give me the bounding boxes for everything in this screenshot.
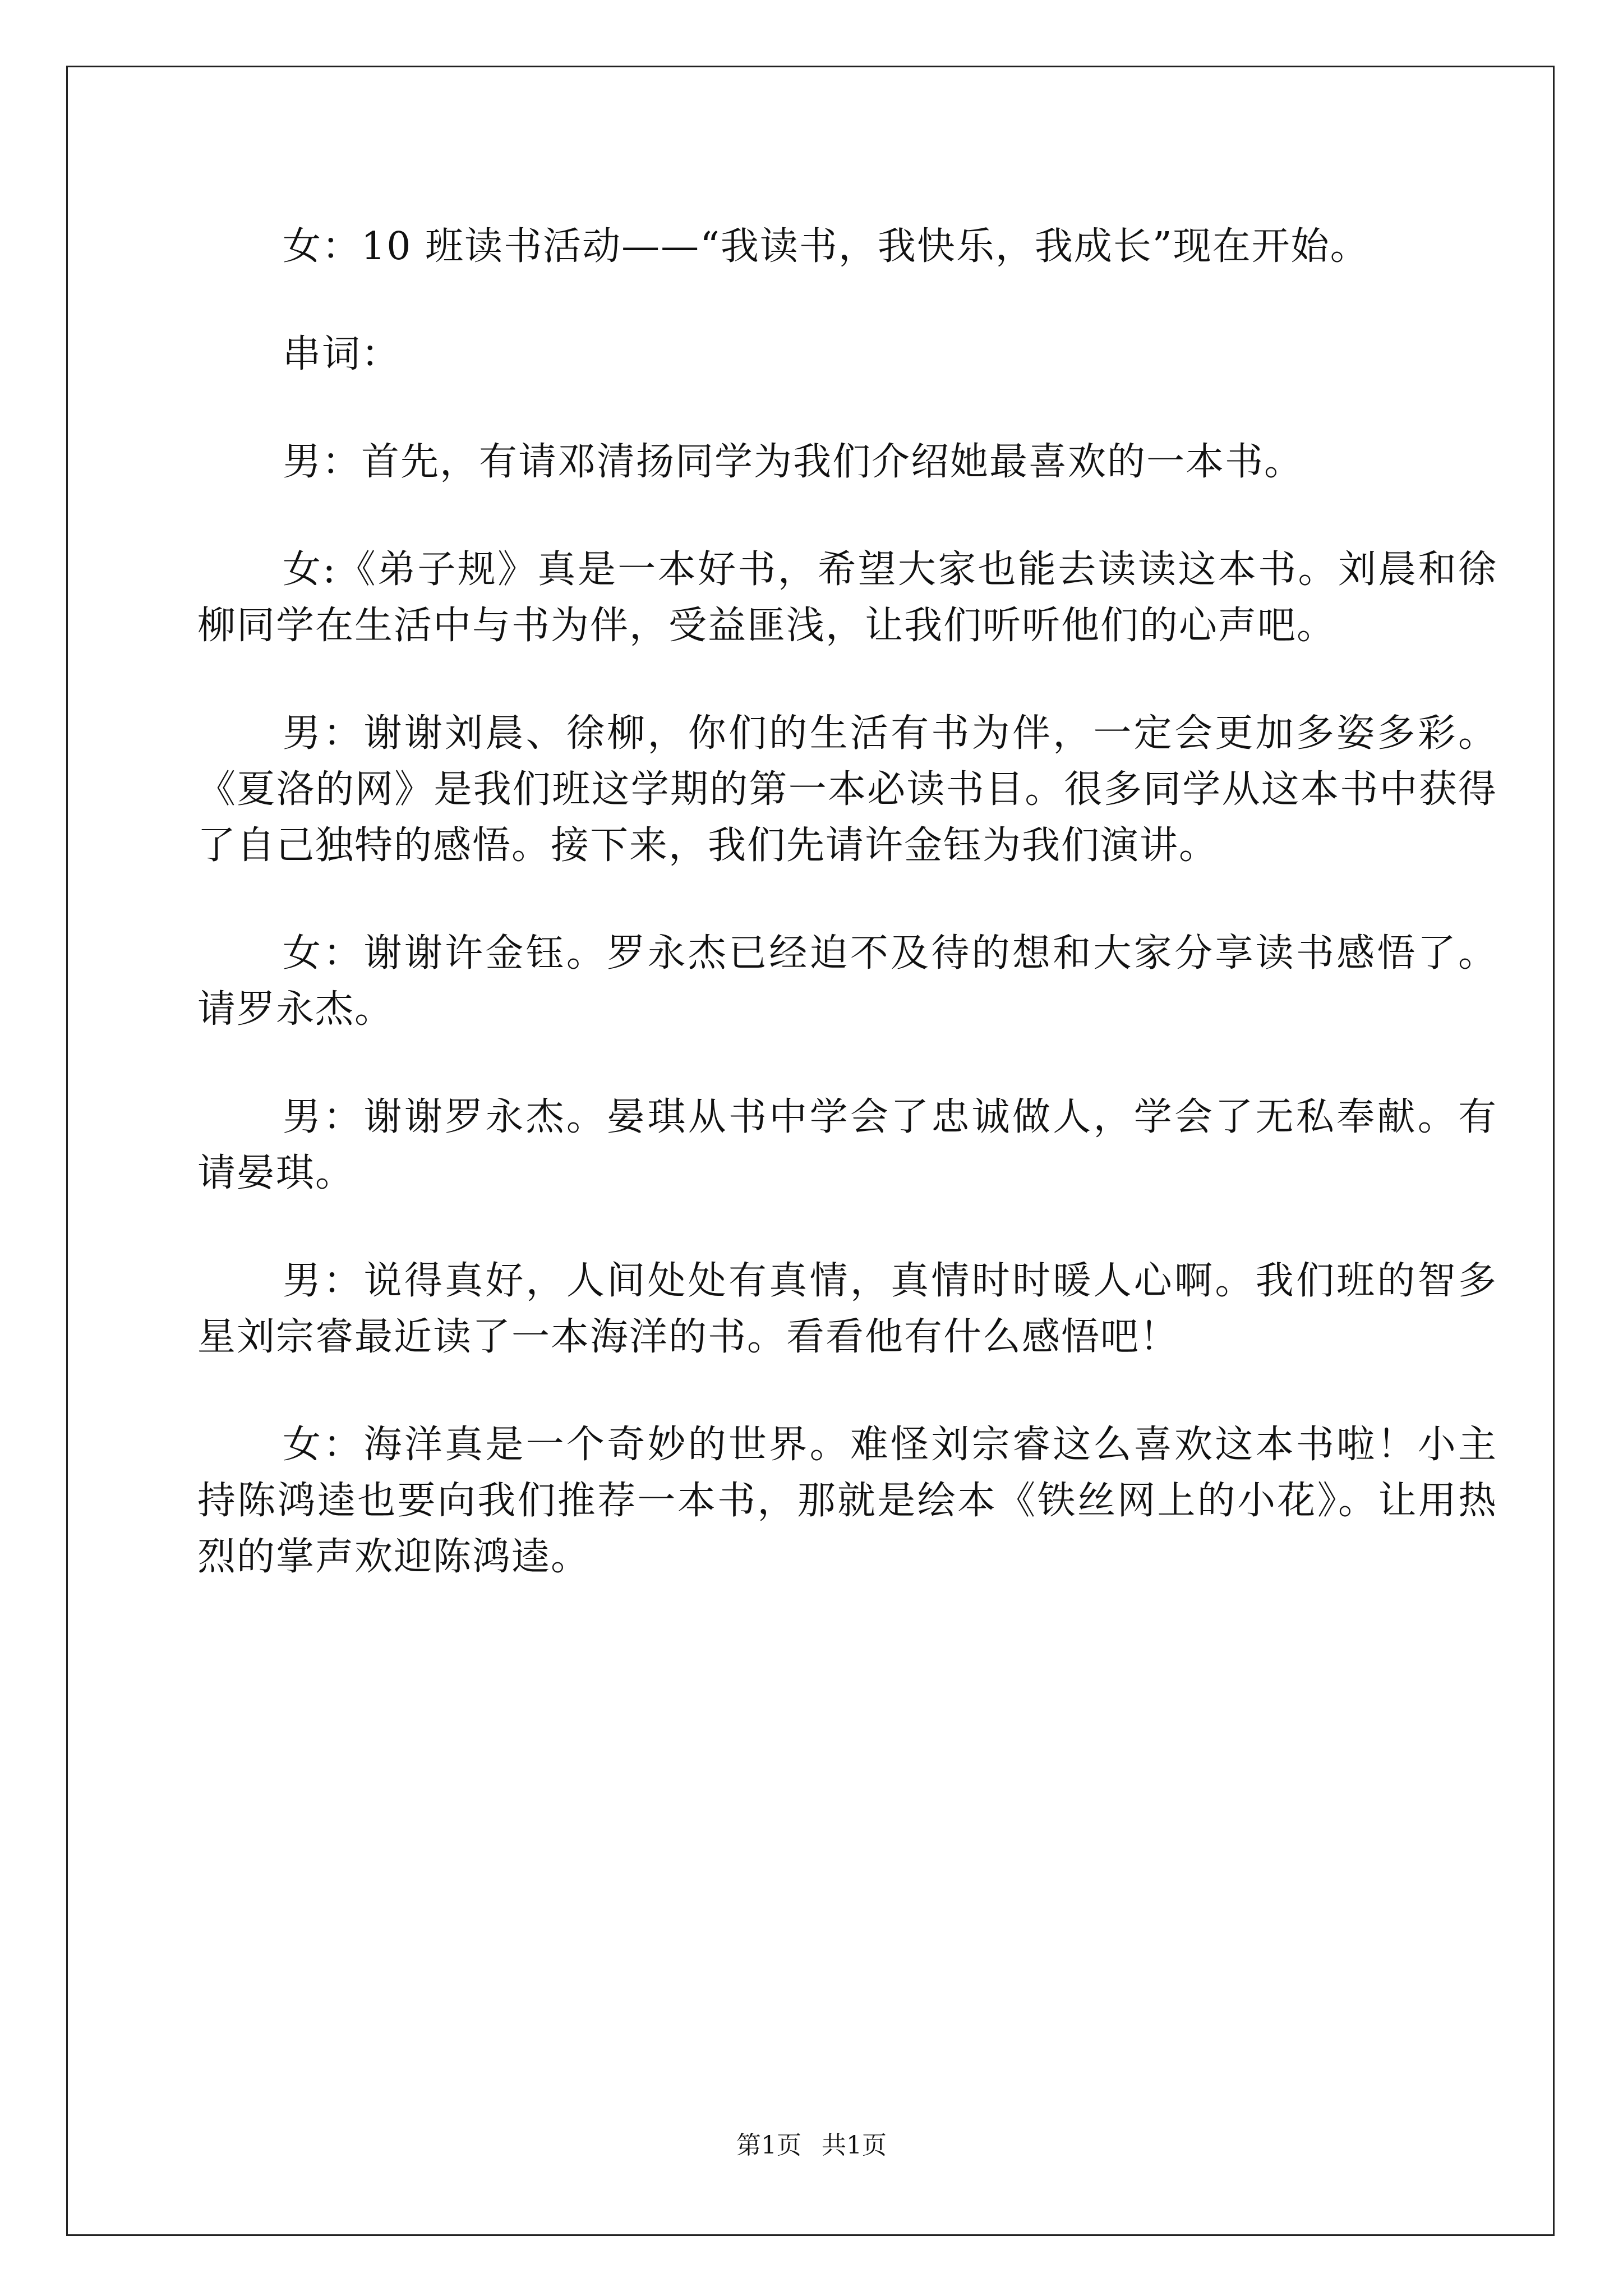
paragraph: 男：首先，有请邓清扬同学为我们介绍她最喜欢的一本书。	[283, 440, 1304, 484]
paragraph: 女：海洋真是一个奇妙的世界。难怪刘宗睿这么喜欢这本书啦！小主持陈鸿逵也要向我们推荐一本书，那就是绘本《铁丝网上的小花》。让用热烈的掌声欢迎陈鸿逵。	[197, 1423, 1497, 1579]
paragraph: 女：10 班读书活动——“我读书，我快乐，我成长”现在开始。	[283, 224, 1370, 269]
page-total: 共1页	[822, 2131, 887, 2160]
paragraph: 串词：	[283, 332, 401, 376]
paragraph: 女:《弟子规》真是一本好书，希望大家也能去读读这本书。刘晨和徐柳同学在生活中与书为伴，受益匪浅，让我们听听他们的心声吧。	[197, 547, 1497, 648]
paragraph: 男：谢谢罗永杰。晏琪从书中学会了忠诚做人，学会了无私奉献。有请晏琪。	[197, 1095, 1497, 1195]
page-footer	[0, 2129, 1623, 2162]
document-body	[197, 219, 1497, 1637]
paragraph: 男：谢谢刘晨、徐柳，你们的生活有书为伴，一定会更加多姿多彩。《夏洛的网》是我们班这学期的第一本必读书目。很多同学从这本书中获得了自己独特的感悟。接下来，我们先请许金钰为我们演讲。	[197, 711, 1497, 868]
paragraph: 女：谢谢许金钰。罗永杰已经迫不及待的想和大家分享读书感悟了。请罗永杰。	[197, 931, 1497, 1032]
page-number: 第1页	[736, 2131, 801, 2160]
paragraph: 男：说得真好，人间处处有真情，真情时时暖人心啊。我们班的智多星刘宗睿最近读了一本海洋的书。看看他有什么感悟吧！	[197, 1259, 1497, 1359]
